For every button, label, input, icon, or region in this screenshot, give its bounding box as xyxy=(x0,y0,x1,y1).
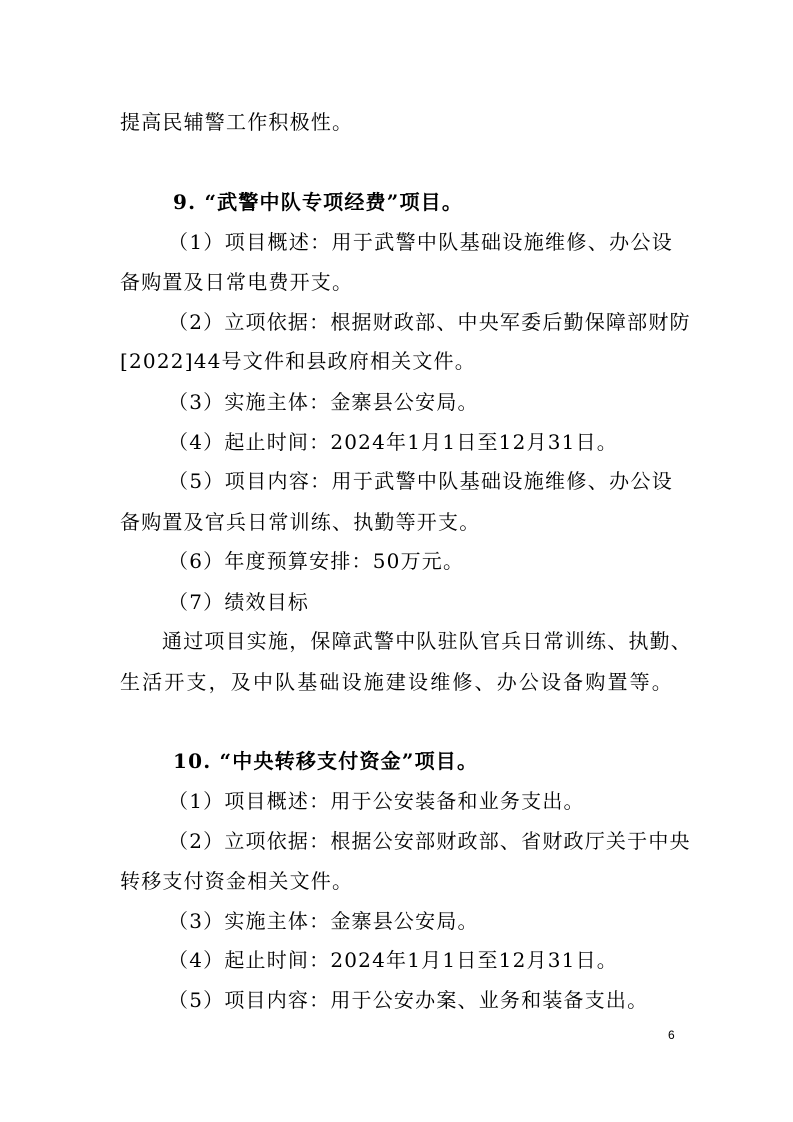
body-text-line: （5）项目内容：用于武警中队基础设施维修、办公设 xyxy=(168,469,673,493)
body-text-line: （6）年度预算安排：50万元。 xyxy=(168,549,465,573)
section-heading-10: 10. “中央转移支付资金”项目。 xyxy=(173,749,479,773)
body-text-line: （4）起止时间：2024年1月1日至12月31日。 xyxy=(168,948,618,972)
body-text-line: （4）起止时间：2024年1月1日至12月31日。 xyxy=(168,430,618,454)
page-number: 6 xyxy=(668,1028,675,1042)
body-text-line: 通过项目实施，保障武警中队驻队官兵日常训练、执勤、 xyxy=(162,629,692,653)
body-text-line: （2）立项依据：根据财政部、中央军委后勤保障部财防 xyxy=(168,310,691,334)
body-text-line: 备购置及官兵日常训练、执勤等开支。 xyxy=(120,510,481,534)
body-text-line: （3）实施主体：金寨县公安局。 xyxy=(168,909,479,933)
body-text-line: （2）立项依据：根据公安部财政部、省财政厅关于中央 xyxy=(168,829,691,853)
body-text-line: 备购置及日常电费开支。 xyxy=(120,270,354,294)
body-text-line: （1）项目概述：用于公安装备和业务支出。 xyxy=(168,789,585,813)
body-text-line: [2022]44号文件和县政府相关文件。 xyxy=(120,349,476,373)
section-heading-9: 9. “武警中队专项经费”项目。 xyxy=(173,190,464,214)
body-text-line: 生活开支，及中队基础设施建设维修、办公设备购置等。 xyxy=(120,670,673,694)
body-text-line: 转移支付资金相关文件。 xyxy=(120,869,354,893)
body-text-line: （3）实施主体：金寨县公安局。 xyxy=(168,390,479,414)
body-text-line: （7）绩效目标 xyxy=(168,590,310,614)
body-text-line: 提高民辅警工作积极性。 xyxy=(120,110,354,134)
body-text-line: （5）项目内容：用于公安办案、业务和装备支出。 xyxy=(168,988,649,1012)
body-text-line: （1）项目概述：用于武警中队基础设施维修、办公设 xyxy=(168,230,673,254)
